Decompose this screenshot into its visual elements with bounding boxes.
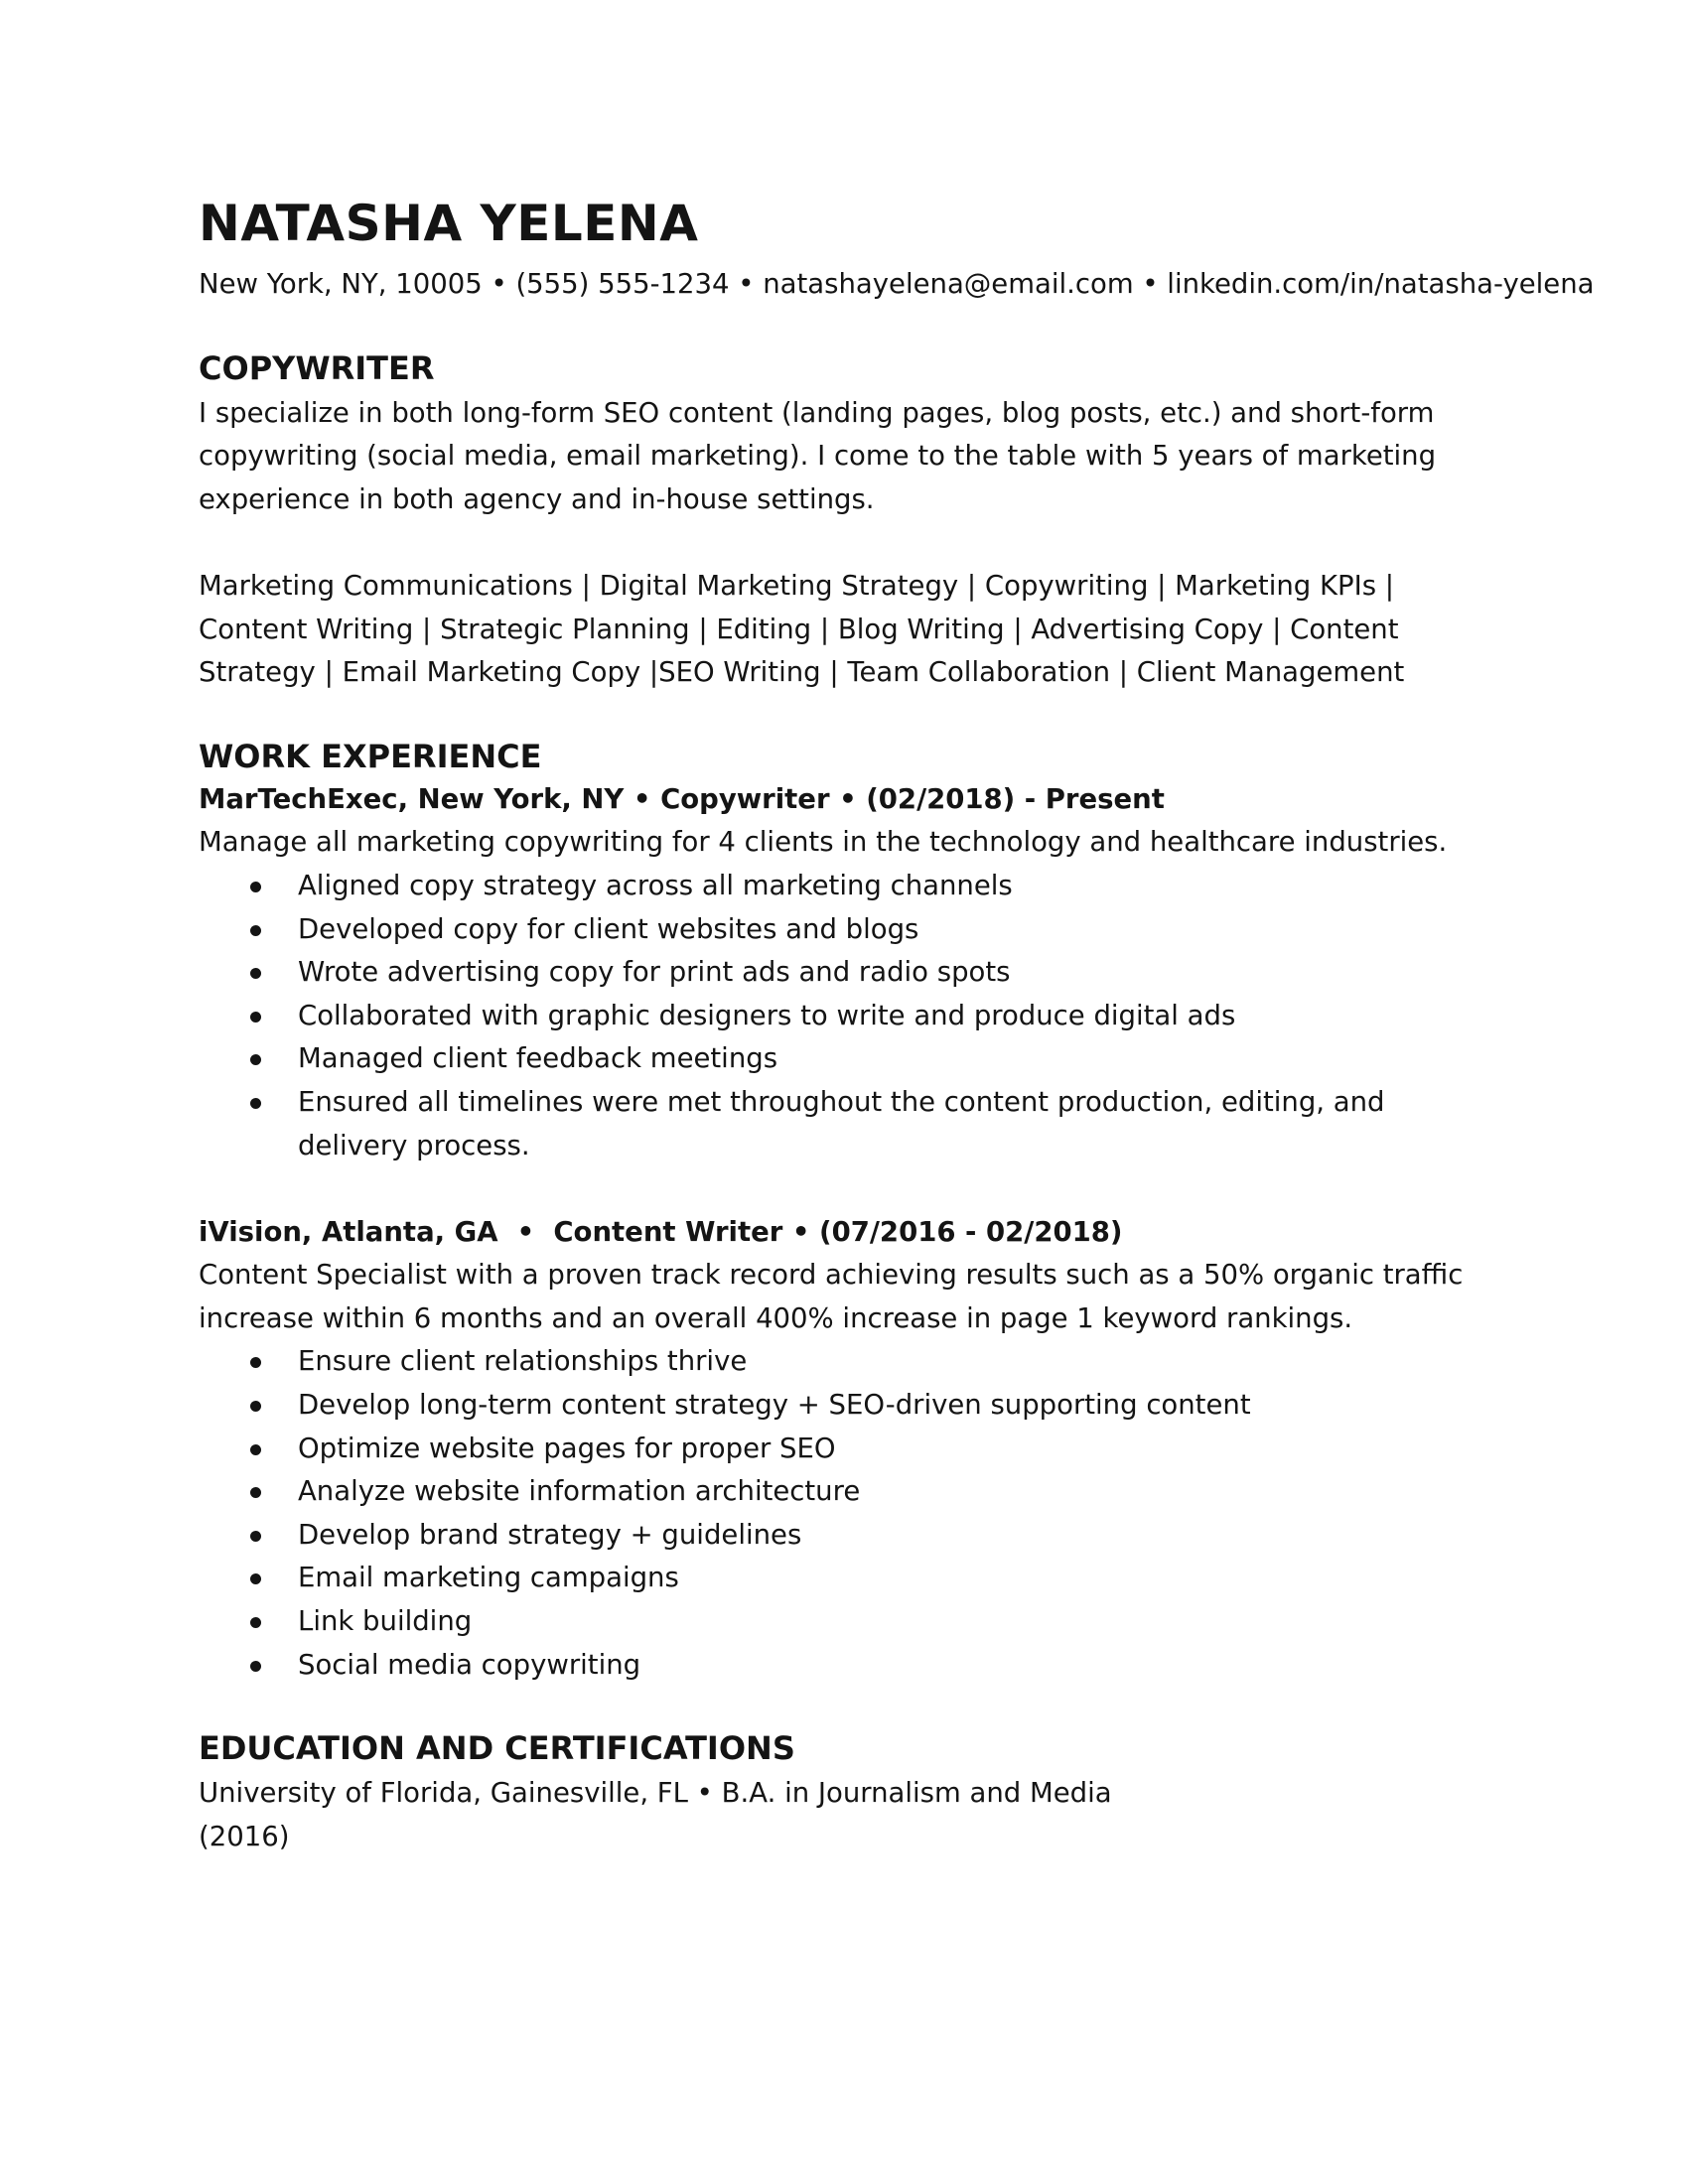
candidate-name: NATASHA YELENA xyxy=(199,195,699,252)
education-year: (2016) xyxy=(199,1820,290,1852)
section-title-copywriter: COPYWRITER xyxy=(199,348,435,387)
section-title-education: EDUCATION AND CERTIFICATIONS xyxy=(199,1729,795,1768)
resume-page xyxy=(199,194,1595,1858)
bullet-icon xyxy=(250,1444,261,1455)
list-item: Ensured all timelines were met throughout the content production, editing, and delivery process. xyxy=(199,1081,1499,1167)
list-item: Develop long-term content strategy + SEO-driven supporting content xyxy=(199,1384,1499,1428)
job-bullet-list xyxy=(199,1340,1499,1687)
job-entry xyxy=(199,778,1499,1167)
section-title-work-experience: WORK EXPERIENCE xyxy=(199,737,542,775)
list-item: Ensure client relationships thrive xyxy=(199,1340,1499,1384)
bullet-icon xyxy=(250,1531,261,1542)
contact-line: New York, NY, 10005 • (555) 555-1234 • natashayelena@email.com • linkedin.com/in/natasha-yelena xyxy=(199,268,1595,300)
bullet-icon xyxy=(250,1661,261,1672)
list-item: Link building xyxy=(199,1600,1499,1644)
bullet-icon xyxy=(250,1054,261,1065)
bullet-icon xyxy=(250,1401,261,1412)
list-item: Email marketing campaigns xyxy=(199,1557,1499,1600)
list-item: Collaborated with graphic designers to write and produce digital ads xyxy=(199,995,1499,1038)
bullet-icon xyxy=(250,1357,261,1368)
list-item: Managed client feedback meetings xyxy=(199,1037,1499,1081)
list-item: Optimize website pages for proper SEO xyxy=(199,1428,1499,1471)
job-entry xyxy=(199,1211,1499,1688)
bullet-icon xyxy=(250,1617,261,1628)
job-description: Content Specialist with a proven track record achieving results such as a 50% organic traffic increase within 6 months and an overall 400% increase in page 1 keyword rankings. xyxy=(199,1259,1464,1334)
summary-paragraph: I specialize in both long-form SEO content (landing pages, blog posts, etc.) and short-form copywriting (social media, email marketing). I come to the table with 5 years of marketing experience in both agency and in-house settings. xyxy=(199,396,1437,515)
bullet-icon xyxy=(250,925,261,936)
list-item: Wrote advertising copy for print ads and radio spots xyxy=(199,951,1499,995)
job-description: Manage all marketing copywriting for 4 clients in the technology and healthcare industries. xyxy=(199,826,1448,859)
education-line: University of Florida, Gainesville, FL • B.A. in Journalism and Media xyxy=(199,1777,1112,1810)
bullet-icon xyxy=(250,968,261,979)
job-heading: iVision, Atlanta, GA • Content Writer • (07/2016 - 02/2018) xyxy=(199,1215,1123,1248)
bullet-icon xyxy=(250,1012,261,1023)
list-item: Aligned copy strategy across all marketing channels xyxy=(199,865,1499,908)
job-bullet-list xyxy=(199,865,1499,1167)
skills-paragraph: Marketing Communications | Digital Marketing Strategy | Copywriting | Marketing KPIs | Content Writing | Strategic Planning | Editing | Blog Writing | Advertising Copy | Content Strategy | Email Marketing Copy |SEO Writing | Team Collaboration | Client Management xyxy=(199,569,1405,689)
list-item: Analyze website information architecture xyxy=(199,1470,1499,1514)
list-item: Develop brand strategy + guidelines xyxy=(199,1514,1499,1558)
list-item: Social media copywriting xyxy=(199,1644,1499,1688)
bullet-icon xyxy=(250,1098,261,1109)
list-item: Developed copy for client websites and blogs xyxy=(199,908,1499,952)
bullet-icon xyxy=(250,882,261,892)
job-heading: MarTechExec, New York, NY • Copywriter • (02/2018) - Present xyxy=(199,782,1165,815)
bullet-icon xyxy=(250,1573,261,1584)
bullet-icon xyxy=(250,1487,261,1498)
